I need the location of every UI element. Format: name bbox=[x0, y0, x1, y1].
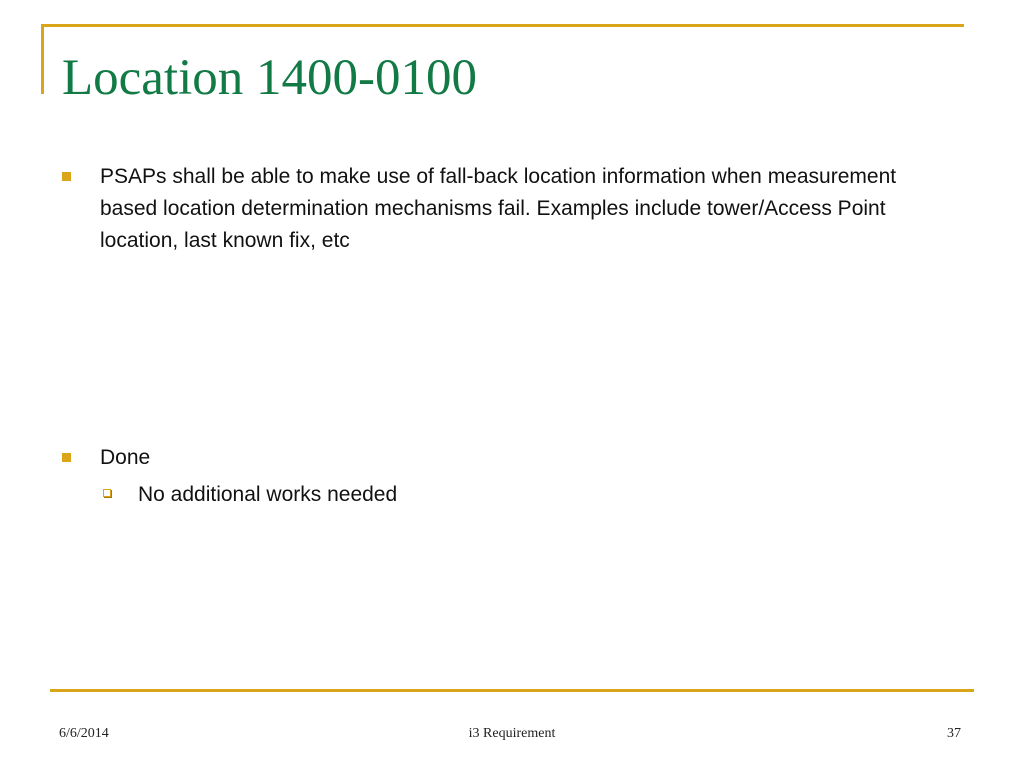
footer-divider bbox=[50, 689, 974, 692]
square-bullet-icon bbox=[62, 172, 71, 181]
top-accent-line bbox=[41, 24, 964, 27]
slide-title: Location 1400-0100 bbox=[62, 50, 477, 106]
sub-bullet-item bbox=[103, 479, 898, 511]
hollow-square-bullet-icon bbox=[103, 489, 111, 497]
footer-date: 6/6/2014 bbox=[59, 726, 109, 741]
square-bullet-icon bbox=[62, 453, 71, 462]
bullet-text: Done bbox=[100, 446, 151, 469]
bullet-item bbox=[62, 442, 940, 474]
sub-bullet-text: No additional works needed bbox=[138, 483, 398, 506]
page-number: 37 bbox=[947, 726, 961, 741]
bullet-text: PSAPs shall be able to make use of fall-back location information when measurement based location determination mechanisms fail. Examples include tower/Access Point location, last known fix, etc bbox=[100, 165, 897, 252]
footer-title: i3 Requirement bbox=[468, 726, 556, 741]
bullet-item bbox=[62, 161, 940, 257]
left-accent-line bbox=[41, 24, 44, 94]
